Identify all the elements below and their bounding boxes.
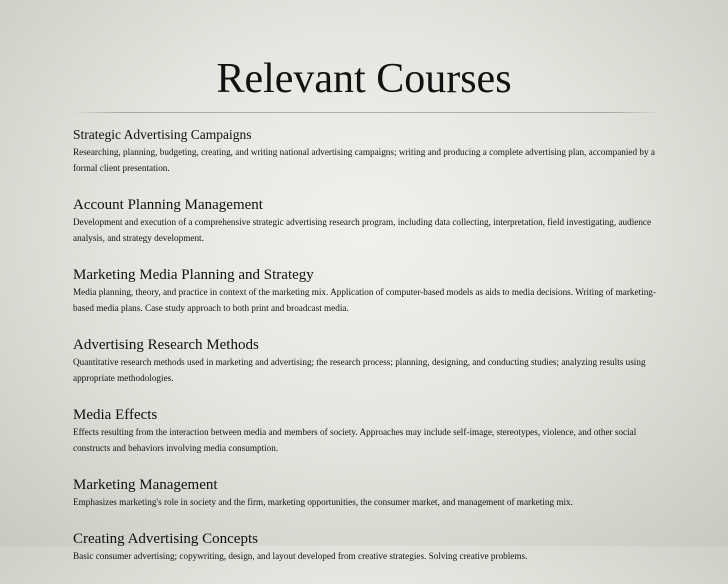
course-name: Marketing Management: [73, 477, 218, 493]
course-item: [73, 530, 663, 564]
course-name: Account Planning Management: [73, 197, 263, 213]
course-description: Basic consumer advertising; copywriting, design, and layout developed from creative strategies. Solving creative problems.: [73, 551, 528, 561]
course-name: Marketing Media Planning and Strategy: [73, 267, 314, 283]
course-name: Strategic Advertising Campaigns: [73, 127, 252, 142]
course-description: Researching, planning, budgeting, creating, and writing national advertising campaigns; writing and producing a complete advertising plan, accompanied by a formal client presentation.: [73, 147, 655, 173]
course-description: Quantitative research methods used in marketing and advertising; the research process; planning, designing, and conducting studies; analyzing results using appropriate methodologies.: [73, 357, 646, 383]
course-item: [73, 196, 663, 246]
course-name: Advertising Research Methods: [73, 337, 259, 353]
course-description: Emphasizes marketing's role in society and the firm, marketing opportunities, the consumer market, and management of marketing mix.: [73, 497, 573, 507]
course-item: [73, 406, 663, 456]
slide-title: Relevant Courses: [216, 56, 512, 102]
course-name: Media Effects: [73, 407, 158, 423]
course-description: Media planning, theory, and practice in context of the marketing mix. Application of computer-based models as aids to media decisions. Writing of marketing- based media plans. Case study approach to both print and broadcast media.: [73, 287, 656, 313]
course-list: [73, 126, 663, 584]
course-item: [73, 126, 663, 176]
course-item: [73, 266, 663, 316]
course-description: Development and execution of a comprehensive strategic advertising research program, including data collecting, interpretation, field investigating, audience analysis, and strategy development.: [73, 217, 652, 243]
course-item: [73, 476, 663, 510]
course-name: Creating Advertising Concepts: [73, 531, 258, 547]
title-divider: [72, 112, 660, 113]
course-description: Effects resulting from the interaction between media and members of society. Approaches may include self-image, stereotypes, violence, and other social constructs and behaviors involving media consumption.: [73, 427, 637, 453]
course-item: [73, 336, 663, 386]
